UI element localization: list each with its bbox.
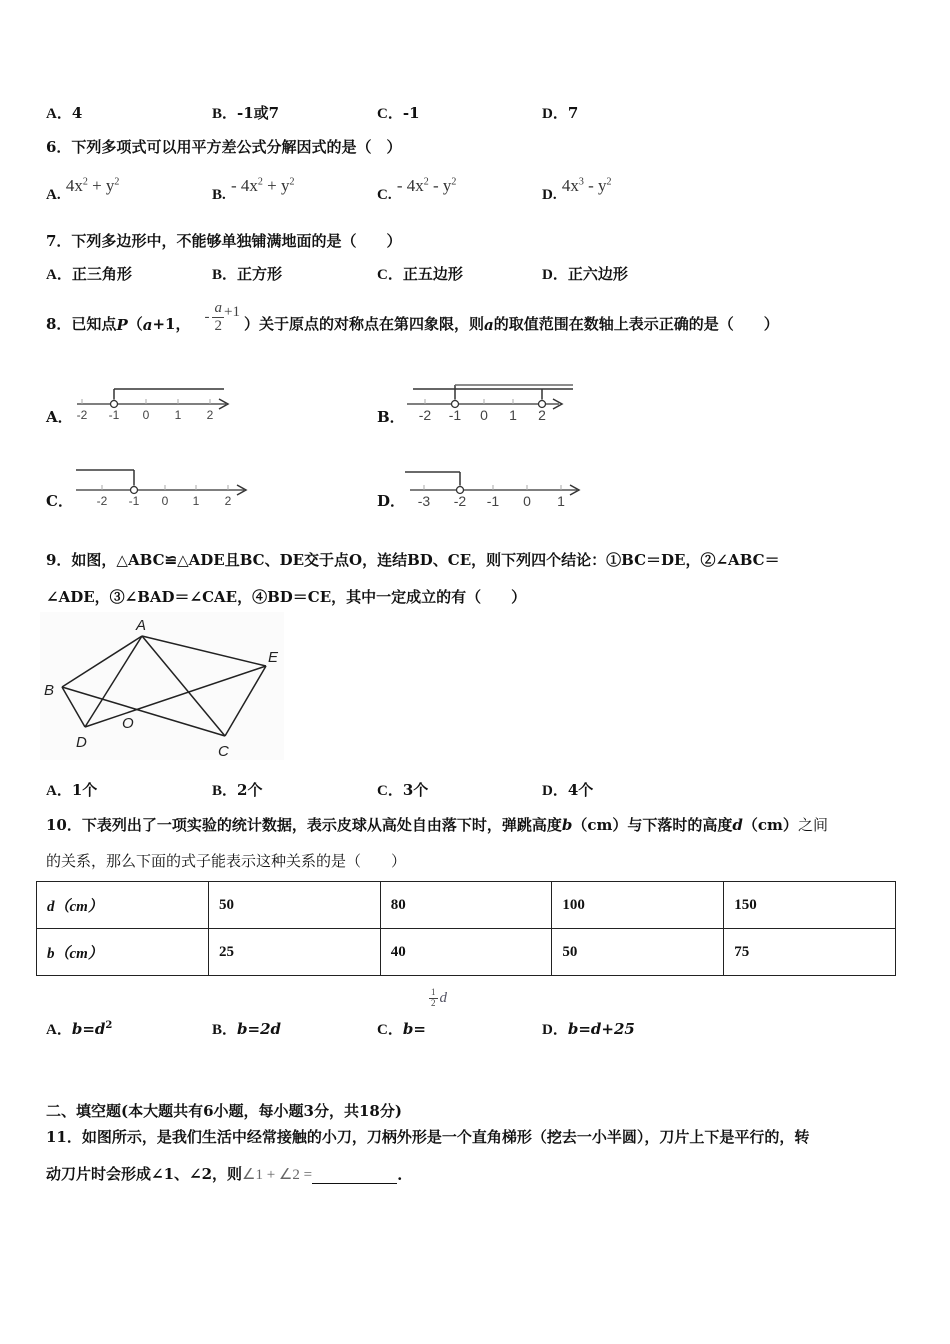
- q5-option-c: [377, 102, 420, 123]
- expr-part: + y: [262, 176, 290, 195]
- q8-option-c-label: C．: [46, 492, 73, 510]
- expr-part: - 4x: [396, 176, 424, 195]
- tick-label: 1: [509, 407, 517, 423]
- option-label: B．: [212, 1022, 238, 1038]
- q6-option-a: [46, 176, 120, 203]
- option-expression: [562, 176, 612, 195]
- exponent: 2: [257, 176, 263, 188]
- q9-option-b: [212, 779, 262, 800]
- tick-label: -2: [76, 408, 88, 422]
- expr-part: + y: [87, 176, 115, 195]
- q8-option-a-label: A．: [46, 408, 73, 426]
- expr-part: 4x: [561, 176, 579, 195]
- q5-option-d: [542, 102, 578, 123]
- row-header: d（cm）: [37, 882, 209, 929]
- angle-expression: ∠1 + ∠2 =: [242, 1167, 313, 1183]
- table-cell: 50: [552, 929, 724, 976]
- vertex-label-c: C: [218, 743, 229, 760]
- expr-part: - 4x: [231, 176, 258, 195]
- stem-text: 之间: [797, 816, 828, 834]
- option-text: b=d+25: [567, 1020, 635, 1038]
- option-text: 7: [567, 104, 579, 122]
- option-label: D．: [542, 783, 568, 799]
- q7-option-b: [212, 263, 282, 284]
- variable: b: [561, 816, 573, 834]
- q8-option-d-numberline: [405, 466, 585, 510]
- option-label: B.: [212, 187, 226, 203]
- q10-option-d: [542, 1018, 635, 1039]
- option-text: 2个: [237, 781, 263, 799]
- q8-option-c-numberline: [76, 466, 256, 510]
- table-cell: 40: [380, 929, 552, 976]
- expr-part: - y: [583, 176, 607, 195]
- table-row: [37, 882, 896, 929]
- tick-label: -1: [128, 494, 140, 508]
- table-row: [37, 929, 896, 976]
- q7-stem: 7．下列多边形中，不能够单独铺满地面的是（ ）: [46, 232, 402, 250]
- q10-option-c-fraction: [429, 988, 447, 1009]
- q7-option-c: [377, 263, 463, 284]
- vertex-label-b: B: [44, 682, 55, 699]
- q8-option-d-label: D．: [377, 492, 406, 510]
- option-text: 正三角形: [71, 265, 132, 283]
- row-header: b（cm）: [37, 929, 209, 976]
- exponent: 2: [451, 176, 457, 188]
- expr-part: +1: [223, 303, 240, 320]
- tick-label: 2: [538, 407, 546, 423]
- q8-stem: [46, 300, 779, 334]
- expr-part: - y: [428, 176, 452, 195]
- tick-label: 1: [192, 494, 200, 508]
- option-label: D．: [542, 1022, 568, 1038]
- fraction-numerator: 1: [431, 987, 436, 997]
- tick-label: 1: [174, 408, 182, 422]
- option-label: D.: [542, 187, 557, 203]
- q8-option-a-numberline: [74, 382, 239, 424]
- q10-data-table: [36, 881, 896, 976]
- q10-stem-line1: [46, 814, 828, 835]
- stem-text: 10．下表列出了一项实验的统计数据，表示皮球从高处自由落下时，弹跳高度: [46, 816, 562, 834]
- option-text: 正方形: [237, 265, 283, 283]
- q6-option-d: [542, 176, 612, 203]
- tick-label: -2: [96, 494, 108, 508]
- exponent: 2: [423, 176, 429, 188]
- option-expression: [231, 176, 295, 195]
- tick-label: -1: [448, 407, 462, 423]
- tick-label: 0: [523, 493, 531, 509]
- q11-stem-line1: 11．如图所示，是我们生活中经常接触的小刀，刀柄外形是一个直角梯形（挖去一小半圆），刀片上下是平行的，转: [46, 1128, 810, 1146]
- option-label: C．: [377, 783, 403, 799]
- answer-blank[interactable]: [312, 1169, 397, 1184]
- q8-option-b-numberline: [405, 382, 575, 424]
- q9-stem-line2: ∠ADE，③∠BAD＝∠CAE，④BD＝CE，其中一定成立的有（ ）: [46, 588, 527, 606]
- option-label: C．: [377, 1022, 403, 1038]
- q5-option-b: [212, 102, 279, 123]
- exponent: 3: [578, 176, 584, 188]
- q7-option-d: [542, 263, 628, 284]
- option-label: B．: [212, 783, 238, 799]
- option-expression: [397, 176, 457, 195]
- stem-text: 与下落时的高度: [627, 816, 733, 834]
- stem-text: +1，: [152, 315, 191, 333]
- q7-option-a: [46, 263, 132, 284]
- option-label: D．: [542, 106, 568, 122]
- point-name: P: [116, 316, 128, 334]
- option-label: A．: [46, 783, 72, 799]
- option-label: A．: [46, 106, 72, 122]
- option-text: 4个: [567, 781, 594, 799]
- option-label: C．: [377, 106, 403, 122]
- option-text: b=: [402, 1020, 426, 1038]
- table-cell: 150: [724, 882, 896, 929]
- unit: （cm）: [742, 816, 798, 834]
- tick-label: 0: [161, 494, 169, 508]
- variable: a: [483, 316, 494, 334]
- tick-label: 2: [224, 494, 232, 508]
- stem-text: 动刀片时会形成∠1、∠2，则: [46, 1165, 243, 1183]
- q9-geometry-figure: [40, 612, 284, 760]
- exponent: 2: [114, 176, 120, 188]
- fraction: [212, 300, 224, 334]
- table-cell: 100: [552, 882, 724, 929]
- vertex-label-a: A: [136, 617, 147, 634]
- option-label: B．: [212, 106, 238, 122]
- q9-stem-line1: 9．如图，△ABC≌△ADE且BC、DE交于点O，连结BD、CE，则下列四个结论：①BC＝DE，②∠ABC＝: [46, 551, 780, 569]
- tick-label: -2: [418, 407, 432, 423]
- fraction: [429, 988, 438, 1009]
- option-label: B．: [212, 267, 238, 283]
- option-text: 1个: [71, 781, 98, 799]
- vertex-label-d: D: [76, 734, 87, 751]
- stem-text: .: [397, 1166, 403, 1184]
- minus-sign: -: [204, 308, 210, 325]
- option-label: A．: [46, 1022, 72, 1038]
- variable: d: [732, 816, 743, 834]
- vertex-label-o: O: [122, 715, 134, 732]
- tick-label: 2: [206, 408, 214, 422]
- option-text: b=d: [71, 1020, 106, 1038]
- q6-stem: 6．下列多项式可以用平方差公式分解因式的是（ ）: [46, 138, 402, 156]
- exponent: 2: [289, 176, 295, 188]
- table-cell: 80: [380, 882, 552, 929]
- exponent: 2: [82, 176, 88, 188]
- fraction-expression: [204, 300, 239, 334]
- q6-option-b: [212, 176, 295, 203]
- stem-text: 的取值范围在数轴上表示正确的是（ ）: [493, 315, 779, 333]
- option-text: 正五边形: [402, 265, 463, 283]
- q6-option-c: [377, 176, 457, 203]
- variable: d: [439, 989, 447, 1006]
- q10-option-b: [212, 1018, 281, 1039]
- option-label: D．: [542, 267, 568, 283]
- exponent: 2: [606, 176, 612, 188]
- q9-option-a: [46, 779, 97, 800]
- q8-option-b-label: B．: [377, 408, 405, 426]
- expr-part: 4x: [65, 176, 83, 195]
- option-label: A.: [46, 187, 61, 203]
- option-label: C.: [377, 187, 392, 203]
- tick-label: 0: [480, 407, 488, 423]
- q5-option-a: [46, 102, 82, 123]
- vertex-label-e: E: [268, 649, 279, 666]
- q10-option-a: [46, 1018, 112, 1039]
- table-cell: 75: [724, 929, 896, 976]
- table-cell: 25: [209, 929, 381, 976]
- variable: a: [142, 316, 153, 334]
- stem-text: 8．已知点: [46, 315, 117, 333]
- tick-label: -1: [108, 408, 120, 422]
- option-text: 3个: [402, 781, 429, 799]
- option-text: b=2d: [237, 1020, 281, 1038]
- q10-option-c: [377, 1018, 426, 1039]
- option-expression: [66, 176, 120, 195]
- exponent: 2: [105, 1020, 113, 1031]
- q11-stem-line2: [46, 1163, 402, 1184]
- q9-option-d: [542, 779, 593, 800]
- tick-label: 0: [142, 408, 150, 422]
- fraction-numerator: a: [214, 300, 222, 316]
- q9-option-c: [377, 779, 428, 800]
- tick-label: 1: [557, 493, 565, 509]
- fraction-denominator: 2: [431, 997, 436, 1008]
- fraction-denominator: 2: [214, 317, 222, 334]
- q10-stem-line2: 的关系，那么下面的式子能表示这种关系的是（ ）: [46, 852, 407, 870]
- option-label: C．: [377, 267, 403, 283]
- option-label: A．: [46, 267, 72, 283]
- tick-label: -3: [417, 493, 431, 509]
- option-text: -1: [402, 104, 420, 122]
- stem-text: ）关于原点的对称点在第四象限，则: [243, 315, 484, 333]
- unit: （cm）: [572, 816, 628, 834]
- tick-label: -2: [453, 493, 467, 509]
- tick-label: -1: [486, 493, 500, 509]
- stem-text: （: [127, 315, 143, 333]
- option-text: 正六边形: [567, 265, 628, 283]
- option-text: 4: [71, 104, 83, 122]
- option-text: -1或7: [237, 104, 280, 122]
- table-cell: 50: [209, 882, 381, 929]
- section-2-heading: 二、填空题(本大题共有6小题，每小题3分，共18分): [46, 1102, 402, 1120]
